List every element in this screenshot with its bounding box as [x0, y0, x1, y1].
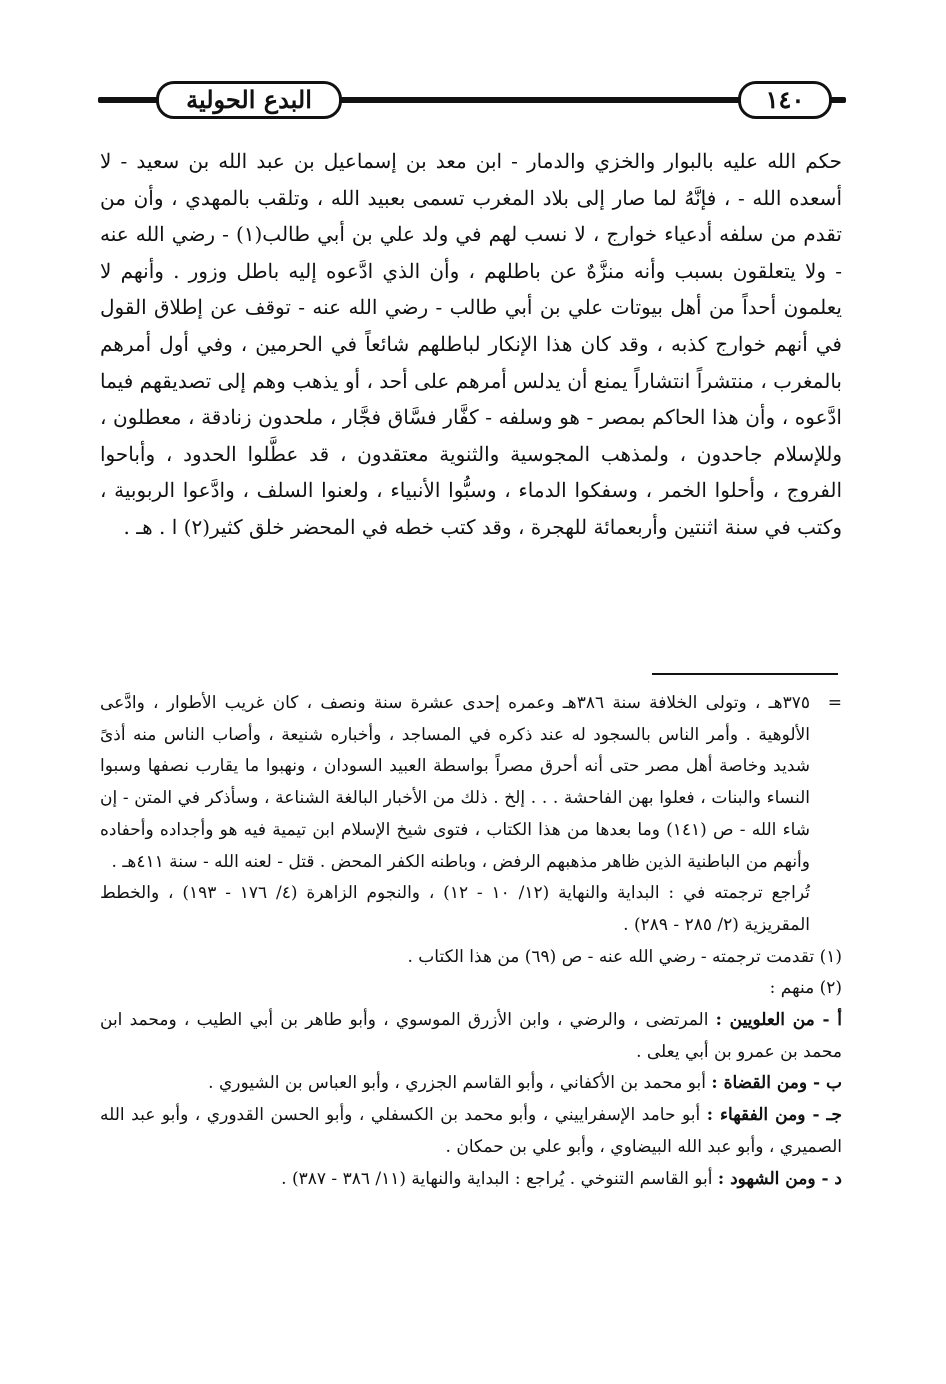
- group-text: أبو حامد الإسفراييني ، وأبو محمد بن الكسفلي ، وأبو الحسن القدوري ، وأبو عبد الله الصميري ، وأبو عبد الله البيضاوي ، وأبو علي بن حمكان .: [100, 1105, 842, 1157]
- references-note: تُراجع ترجمته في : البداية والنهاية (١٢/ ١٠ - ١٢) ، والنجوم الزاهرة (٤/ ١٧٦ - ١٩٣) ، والخطط المقريزية (٢/ ٢٨٥ - ٢٨٩) .: [100, 883, 810, 935]
- page-header: [98, 78, 846, 122]
- running-title: البدع الحولية: [156, 81, 342, 119]
- group-text: أبو محمد بن الأكفاني ، وأبو القاسم الجزري ، وأبو العباس بن الشيوري .: [208, 1073, 706, 1094]
- group-label: د - ومن الشهود :: [717, 1168, 842, 1189]
- footnote-2-intro: (٢) منهم :: [769, 978, 842, 999]
- group-label: أ - من العلويين :: [715, 1010, 842, 1031]
- continuation-marker: =: [827, 693, 842, 713]
- footnote-group: [100, 1100, 842, 1163]
- group-text: أبو القاسم التنوخي . يُراجع : البداية والنهاية (١١/ ٣٨٦ - ٣٨٧) .: [281, 1168, 713, 1189]
- group-text: المرتضى ، والرضي ، وابن الأزرق الموسوي ، وأبو طاهر بن أبي الطيب ، ومحمد ابن محمد بن عمرو بن أبي يعلى .: [100, 1010, 842, 1062]
- footnotes: [100, 688, 842, 1195]
- header-rule-left: [98, 97, 160, 103]
- header-rule-middle: [334, 97, 754, 103]
- group-label: ب - ومن القضاة :: [711, 1073, 842, 1094]
- footnote-group: [100, 1005, 842, 1068]
- footnote-separator: [652, 673, 838, 675]
- footnote-continuation: [100, 688, 842, 878]
- footnote-1: (١) تقدمت ترجمته - رضي الله عنه - ص (٦٩) من هذا الكتاب .: [407, 946, 842, 967]
- footnote-group: [100, 1068, 842, 1100]
- page-number: ١٤٠: [738, 81, 832, 119]
- main-text: [100, 143, 842, 546]
- footnote-group: [100, 1164, 842, 1196]
- continuation-text: ٣٧٥هـ ، وتولى الخلافة سنة ٣٨٦هـ وعمره إحدى عشرة سنة ونصف ، كان غريب الأطوار ، وادَّعى الألوهية . وأمر الناس بالسجود له عند ذكره في المساجد ، وأخباره شنيعة ، وأصاب الناس منه أذىً شديد وخاصة أهل مصر حتى أنه أحرق مصراً بواسطة العبيد السودان ، ونهبوا ما يقارب نصفها وسبوا النساء والبنات ، فعلوا بهن الفاحشة . . . إلخ . ذلك من الأخبار البالغة الشناعة ، وسأذكر في المتن - إن شاء الله - ص (١٤١) وما بعدها من هذا الكتاب ، فتوى شيخ الإسلام ابن تيمية فيه هو وأجداده وأحفاده وأنهم من الباطنية الذين ظاهر مذهبهم الرفض ، وباطنه الكفر المحض . قتل - لعنه الله - سنة ٤١١هـ .: [100, 693, 811, 872]
- main-paragraph: حكم الله عليه بالبوار والخزي والدمار - ابن معد بن إسماعيل بن عبد الله بن سعيد - لا أسعده الله - ، فإنَّهُ لما صار إلى بلاد المغرب تسمى بعبيد الله ، وتلقب بالمهدي ، وأن من تقدم من سلفه أدعياء خوارج ، لا نسب لهم في ولد علي بن أبي طالب(١) - رضي الله عنه - ولا يتعلقون بسبب وأنه منزَّهٌ عن باطلهم ، وأن الذي ادَّعوه إليه باطل وزور . وأنهم لا يعلمون أحداً من أهل بيوتات علي بن أبي طالب - رضي الله عنه - توقف عن إطلاق القول في أنهم خوارج كذبه ، وقد كان هذا الإنكار لباطلهم شائعاً في الحرمين ، وفي أول أمرهم بالمغرب ، منتشراً انتشاراً يمنع أن يدلس أمرهم على أحد ، أو يذهب وهم إلى تصديقهم فيما ادَّعوه ، وأن هذا الحاكم بمصر - هو وسلفه - كفَّار فسَّاق فجَّار ، ملحدون زنادقة ، معطلون ، وللإسلام جاحدون ، ولمذهب المجوسية والثنوية معتقدون ، قد عطَّلوا الحدود ، وأباحوا الفروج ، وأحلوا الخمر ، وسفكوا الدماء ، وسبُّوا الأنبياء ، ولعنوا السلف ، وادَّعوا الربوبية ، وكتب في سنة اثنتين وأربعمائة للهجرة ، وقد كتب خطه في المحضر خلق كثير(٢) ا . هـ .: [100, 149, 842, 539]
- group-label: جـ - ومن الفقهاء :: [706, 1105, 843, 1126]
